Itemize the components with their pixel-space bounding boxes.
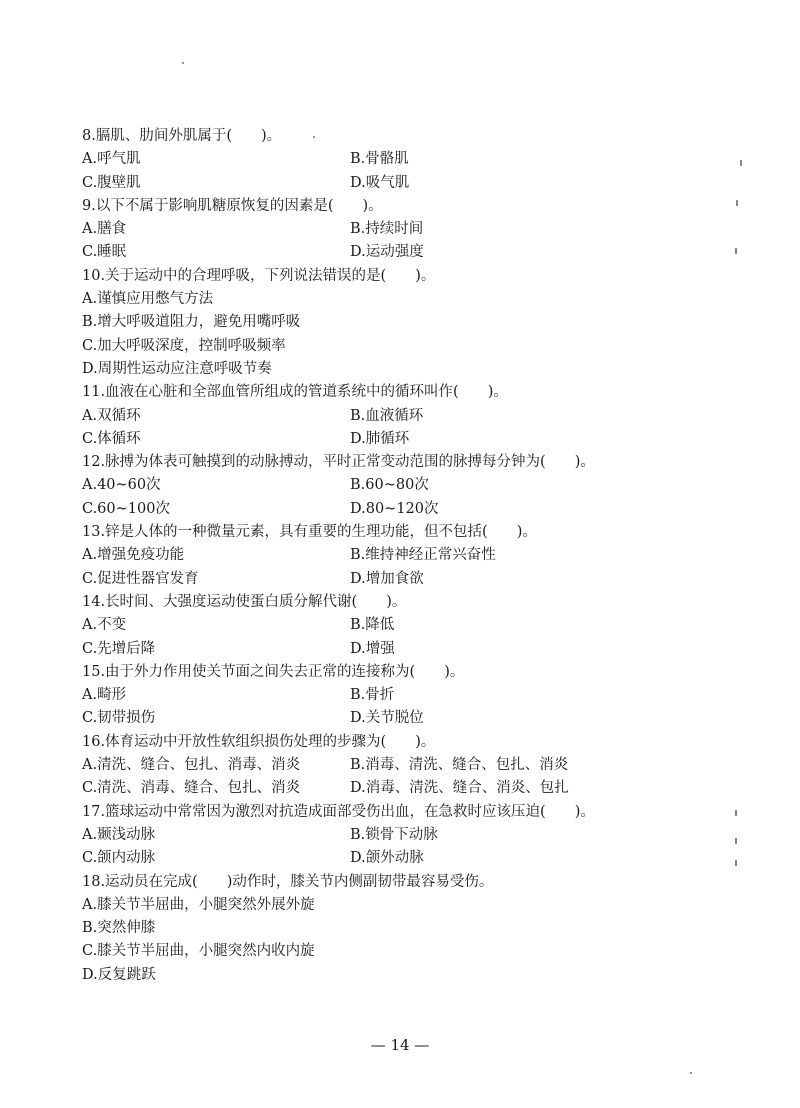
- option-row: [82, 684, 722, 707]
- answer-option: A.呼气肌: [82, 151, 141, 168]
- answer-option: B.维持神经正常兴奋性: [350, 547, 496, 564]
- answer-option: B.增大呼吸道阻力，避免用嘴呼吸: [82, 314, 301, 331]
- option-row: [82, 638, 722, 661]
- margin-mark: [735, 860, 737, 866]
- option-row: [82, 474, 722, 497]
- margin-mark: [735, 810, 737, 816]
- answer-option: D.增强: [350, 640, 395, 657]
- question-stem: 16.体育运动中开放性软组织损伤处理的步骤为( )。: [82, 733, 436, 750]
- answer-option: B.降低: [350, 617, 395, 634]
- answer-option: A.清洗、缝合、包扎、消毒、消炎: [82, 757, 301, 774]
- answer-option: A.谨慎应用憋气方法: [82, 291, 214, 308]
- answer-option: D.吸气肌: [350, 174, 410, 191]
- option-row: [82, 148, 722, 171]
- answer-option: C.促进性器官发育: [82, 570, 199, 587]
- answer-option: C.韧带损伤: [82, 710, 156, 727]
- answer-option: B.血液循环: [350, 407, 424, 424]
- answer-option: C.加大呼吸深度，控制呼吸频率: [82, 337, 286, 354]
- option-row: [82, 405, 722, 428]
- option-row: [82, 218, 722, 241]
- option-row: [82, 754, 722, 777]
- answer-option: A.40~60次: [82, 477, 161, 494]
- question-stem: 8.膈肌、肋间外肌属于( )。: [82, 128, 282, 144]
- scan-speck: [182, 62, 184, 64]
- option-row: [82, 777, 722, 800]
- question-stem: 13.锌是人体的一种微量元素，具有重要的生理功能，但不包括( )。: [82, 524, 537, 541]
- question-stem: 17.篮球运动中常常因为激烈对抗造成面部受伤出血，在急救时应该压迫( )。: [82, 803, 595, 820]
- question-stem: 12.脉搏为体表可触摸到的动脉搏动，平时正常变动范围的脉搏每分钟为( )。: [82, 454, 595, 471]
- answer-option: B.骨骼肌: [350, 151, 409, 168]
- option-row: [82, 847, 722, 870]
- answer-option: B.突然伸膝: [82, 920, 156, 937]
- answer-option: D.反复跳跃: [82, 966, 156, 983]
- answer-option: B.锁骨下动脉: [350, 826, 438, 843]
- answer-option: A.膝关节半屈曲，小腿突然外展外旋: [82, 896, 315, 913]
- option-row: [82, 614, 722, 637]
- option-row: [82, 568, 722, 591]
- option-row: [82, 707, 722, 730]
- answer-option: D.关节脱位: [350, 710, 424, 727]
- option-row: [82, 172, 722, 195]
- question-stem: 18.运动员在完成( )动作时，膝关节内侧副韧带最容易受伤。: [82, 873, 494, 890]
- scan-speck: [313, 136, 315, 138]
- answer-option: A.畸形: [82, 687, 127, 704]
- answer-option: C.腹壁肌: [82, 174, 141, 191]
- answer-option: C.颌内动脉: [82, 850, 156, 867]
- answer-option: C.体循环: [82, 430, 141, 447]
- question-list: [82, 125, 722, 987]
- answer-option: B.60~80次: [350, 477, 429, 494]
- answer-option: A.不变: [82, 617, 127, 634]
- answer-option: C.膝关节半屈曲，小腿突然内收内旋: [82, 943, 315, 960]
- question-stem: 15.由于外力作用使关节面之间失去正常的连接称为( )。: [82, 663, 465, 680]
- question-stem: 10.关于运动中的合理呼吸，下列说法错误的是( )。: [82, 267, 436, 284]
- answer-option: B.持续时间: [350, 221, 424, 238]
- answer-option: D.周期性运动应注意呼吸节奏: [82, 360, 272, 377]
- option-row: [82, 241, 722, 264]
- answer-option: D.消毒、清洗、缝合、消炎、包扎: [350, 780, 569, 797]
- option-row: [82, 544, 722, 567]
- answer-option: D.运动强度: [350, 244, 424, 261]
- page-number: — 14 —: [370, 1036, 430, 1054]
- answer-option: A.膳食: [82, 221, 127, 238]
- answer-option: C.清洗、消毒、缝合、包扎、消炎: [82, 780, 301, 797]
- answer-option: C.睡眠: [82, 244, 127, 261]
- question-stem: 9.以下不属于影响肌糖原恢复的因素是( )。: [82, 197, 383, 214]
- option-row: [82, 824, 722, 847]
- option-row: [82, 428, 722, 451]
- option-row: [82, 498, 722, 521]
- question-stem: 14.长时间、大强度运动使蛋白质分解代谢( )。: [82, 593, 407, 610]
- answer-option: C.60~100次: [82, 500, 170, 517]
- answer-option: B.消毒、清洗、缝合、包扎、消炎: [350, 757, 569, 774]
- answer-option: D.颌外动脉: [350, 850, 424, 867]
- answer-option: D.肺循环: [350, 430, 410, 447]
- margin-mark: [735, 838, 737, 844]
- answer-option: A.增强免疫功能: [82, 547, 185, 564]
- answer-option: D.80~120次: [350, 500, 439, 517]
- scan-speck: [690, 1072, 692, 1074]
- margin-mark: [735, 248, 737, 254]
- answer-option: A.颞浅动脉: [82, 826, 156, 843]
- answer-option: D.增加食欲: [350, 570, 424, 587]
- answer-option: A.双循环: [82, 407, 141, 424]
- answer-option: C.先增后降: [82, 640, 156, 657]
- margin-mark: [736, 200, 738, 206]
- margin-mark: [740, 160, 742, 166]
- answer-option: B.骨折: [350, 687, 395, 704]
- question-stem: 11.血液在心脏和全部血管所组成的管道系统中的循环叫作( )。: [82, 384, 508, 401]
